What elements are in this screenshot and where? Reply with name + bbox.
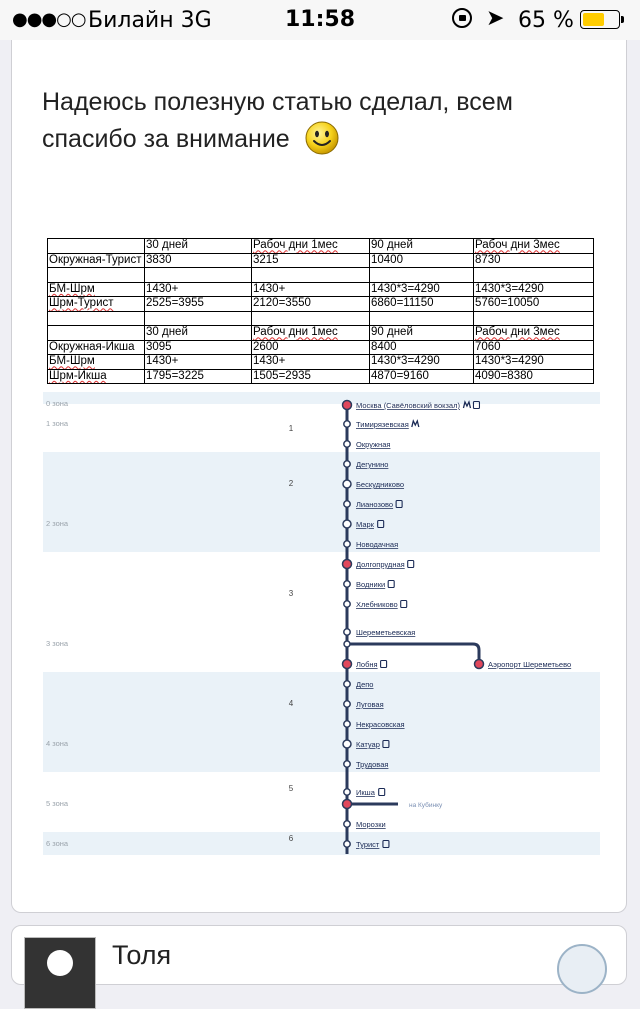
zone-number: 5 bbox=[288, 784, 294, 793]
cell-text: Рабоч дни 1мес bbox=[253, 326, 338, 339]
table-cell bbox=[48, 297, 145, 312]
cell-text: 30 дней bbox=[146, 326, 188, 339]
table-cell bbox=[474, 326, 594, 341]
station-label[interactable]: Лобня bbox=[356, 660, 378, 669]
zone-label: 6 зона bbox=[46, 839, 69, 848]
station-label[interactable]: Марк bbox=[356, 520, 374, 529]
status-bar bbox=[0, 0, 640, 40]
table-cell bbox=[370, 239, 474, 254]
table-cell bbox=[370, 326, 474, 341]
cell-text: 1430+ bbox=[146, 355, 179, 368]
icsha-junction-marker bbox=[343, 800, 352, 809]
station-marker bbox=[344, 441, 350, 447]
cell-text: Шрм-Икша bbox=[49, 369, 107, 382]
station-label[interactable]: Икша bbox=[356, 788, 375, 797]
table-cell bbox=[474, 311, 594, 326]
cell-text: 3095 bbox=[146, 340, 172, 353]
table-cell bbox=[145, 297, 252, 312]
table-cell bbox=[48, 268, 145, 283]
metro-icon bbox=[412, 421, 419, 427]
station-marker bbox=[343, 401, 352, 410]
station-marker bbox=[344, 581, 350, 587]
cell-text: 5760=10050 bbox=[475, 297, 540, 310]
cell-text: 90 дней bbox=[371, 239, 413, 252]
cell-text: 2525=3955 bbox=[146, 297, 204, 310]
table-cell bbox=[252, 253, 370, 268]
bus-icon bbox=[381, 661, 387, 668]
table-cell bbox=[252, 311, 370, 326]
zone-label: 5 зона bbox=[46, 799, 69, 808]
table-cell bbox=[145, 326, 252, 341]
table-cell bbox=[474, 355, 594, 370]
table-cell bbox=[474, 340, 594, 355]
cell-text: 2120=3550 bbox=[253, 297, 311, 310]
station-marker bbox=[344, 421, 350, 427]
station-label[interactable]: Лианозово bbox=[356, 500, 394, 509]
table-cell bbox=[145, 340, 252, 355]
price-table bbox=[47, 238, 594, 384]
cell-text: 1430*3=4290 bbox=[371, 282, 440, 295]
station-label[interactable]: Окружная bbox=[356, 440, 391, 449]
table-cell bbox=[474, 253, 594, 268]
table-cell bbox=[370, 253, 474, 268]
zone-number: 3 bbox=[288, 589, 294, 598]
kubinka-branch-label: на Кубинку bbox=[409, 802, 443, 809]
table-cell bbox=[474, 239, 594, 254]
station-label[interactable]: Бескудниково bbox=[356, 480, 405, 489]
station-label[interactable]: Дегунино bbox=[356, 460, 389, 469]
cell-text: 1505=2935 bbox=[253, 369, 311, 382]
table-cell bbox=[48, 282, 145, 297]
table-cell bbox=[370, 369, 474, 384]
cell-text: Рабоч дни 1мес bbox=[253, 239, 338, 252]
cell-text: Шрм-Турист bbox=[49, 297, 114, 310]
station-marker bbox=[344, 541, 350, 547]
table-cell bbox=[145, 311, 252, 326]
clock: 11:58 bbox=[284, 7, 356, 32]
author-name[interactable]: Толя bbox=[112, 940, 172, 970]
table-cell bbox=[252, 369, 370, 384]
zone-band bbox=[43, 452, 600, 552]
cell-text: 30 дней bbox=[146, 239, 188, 252]
station-marker bbox=[344, 601, 350, 607]
station-label[interactable]: Москва (Савёловский вокзал) bbox=[356, 401, 460, 410]
station-marker bbox=[343, 520, 351, 528]
post-text-content: Надеюсь полезную статью сделал, всем спасибо за внимание bbox=[42, 88, 513, 153]
table-cell bbox=[370, 340, 474, 355]
signal-strength-icon: ●●●○○ bbox=[12, 9, 86, 30]
station-marker bbox=[344, 461, 350, 467]
cell-text: 3830 bbox=[146, 253, 172, 266]
zone-number: 1 bbox=[288, 424, 294, 433]
table-cell bbox=[252, 268, 370, 283]
battery-percentage: 65 % bbox=[518, 8, 574, 33]
station-label[interactable]: Хлебниково bbox=[356, 600, 398, 609]
cell-text: 1430+ bbox=[253, 355, 286, 368]
station-label[interactable]: Тимирязевская bbox=[356, 420, 409, 429]
post-card bbox=[11, 40, 627, 913]
cell-text: 7060 bbox=[475, 340, 501, 353]
zone-band bbox=[43, 672, 600, 772]
table-cell bbox=[474, 297, 594, 312]
station-label[interactable]: Трудовая bbox=[356, 760, 389, 769]
station-marker bbox=[343, 560, 352, 569]
station-marker bbox=[344, 701, 350, 707]
bus-icon bbox=[401, 601, 407, 608]
station-label[interactable]: Долгопрудная bbox=[356, 560, 405, 569]
post-text bbox=[42, 84, 582, 158]
cell-text: Окружная-Турист bbox=[49, 253, 142, 266]
zone-label: 2 зона bbox=[46, 519, 69, 528]
table-row bbox=[48, 253, 594, 268]
table-cell bbox=[370, 355, 474, 370]
cell-text: 4090=8380 bbox=[475, 369, 533, 382]
table-cell bbox=[370, 282, 474, 297]
airport-station-label: Аэропорт Шереметьево bbox=[488, 660, 572, 669]
station-label[interactable]: Новодачная bbox=[356, 540, 399, 549]
zone-band bbox=[43, 392, 600, 404]
station-marker bbox=[344, 821, 350, 827]
table-cell bbox=[252, 326, 370, 341]
table-cell bbox=[252, 282, 370, 297]
table-cell bbox=[145, 369, 252, 384]
avatar[interactable] bbox=[24, 937, 96, 1009]
table-cell bbox=[252, 355, 370, 370]
cell-text: 1430*3=4290 bbox=[371, 355, 440, 368]
table-cell bbox=[370, 311, 474, 326]
station-label[interactable]: Депо bbox=[356, 680, 374, 689]
table-row bbox=[48, 326, 594, 341]
station-label[interactable]: Шереметьевская bbox=[356, 628, 416, 637]
station-label[interactable]: Катуар bbox=[356, 740, 380, 749]
station-label[interactable]: Некрасовская bbox=[356, 720, 405, 729]
cell-text: БМ-Шрм bbox=[49, 282, 95, 295]
table-cell bbox=[474, 282, 594, 297]
bus-icon bbox=[388, 581, 394, 588]
table-row bbox=[48, 369, 594, 384]
station-marker bbox=[344, 761, 350, 767]
cell-text: 2600 bbox=[253, 340, 279, 353]
cell-text: 8730 bbox=[475, 253, 501, 266]
zone-number: 6 bbox=[288, 834, 294, 843]
station-marker bbox=[344, 721, 350, 727]
table-cell bbox=[370, 297, 474, 312]
station-label[interactable]: Луговая bbox=[356, 700, 384, 709]
table-cell bbox=[252, 297, 370, 312]
cell-text: 1795=3225 bbox=[146, 369, 204, 382]
station-marker bbox=[343, 740, 351, 748]
cell-text: Окружная-Икша bbox=[49, 340, 135, 353]
cell-text: 6860=11150 bbox=[371, 297, 434, 310]
bus-icon bbox=[408, 561, 414, 568]
station-label[interactable]: Турист bbox=[356, 840, 380, 849]
smiley-face-icon bbox=[305, 121, 339, 155]
station-marker bbox=[343, 660, 352, 669]
location-arrow-icon: ➤ bbox=[486, 6, 505, 31]
cell-text: 3215 bbox=[253, 253, 279, 266]
table-cell bbox=[145, 268, 252, 283]
station-marker bbox=[344, 841, 350, 847]
table-cell bbox=[474, 268, 594, 283]
table-row bbox=[48, 355, 594, 370]
carrier-label: Билайн 3G bbox=[88, 8, 212, 33]
zone-label: 1 зона bbox=[46, 419, 69, 428]
table-cell bbox=[252, 340, 370, 355]
station-marker bbox=[343, 480, 351, 488]
table-row bbox=[48, 311, 594, 326]
cell-text: 10400 bbox=[371, 253, 403, 266]
zone-label: 3 зона bbox=[46, 639, 69, 648]
cell-text: 90 дней bbox=[371, 326, 413, 339]
cell-text: 1430+ bbox=[253, 282, 286, 295]
station-marker bbox=[344, 789, 350, 795]
route-map bbox=[43, 392, 600, 855]
table-row bbox=[48, 340, 594, 355]
table-row bbox=[48, 268, 594, 283]
table-cell bbox=[252, 239, 370, 254]
cell-text: 1430*3=4290 bbox=[475, 282, 544, 295]
junction-marker bbox=[344, 641, 350, 647]
table-cell bbox=[145, 282, 252, 297]
cell-text: 1430+ bbox=[146, 282, 179, 295]
table-cell bbox=[48, 369, 145, 384]
table-row bbox=[48, 297, 594, 312]
table-row bbox=[48, 239, 594, 254]
battery-tip bbox=[621, 16, 624, 23]
table-row bbox=[48, 282, 594, 297]
station-label[interactable]: Водники bbox=[356, 580, 386, 589]
cell-text: Рабоч дни 3мес bbox=[475, 326, 560, 339]
cell-text: 4870=9160 bbox=[371, 369, 429, 382]
table-cell bbox=[474, 369, 594, 384]
table-cell bbox=[145, 239, 252, 254]
station-marker bbox=[344, 681, 350, 687]
cell-text: 8400 bbox=[371, 340, 397, 353]
station-marker bbox=[344, 501, 350, 507]
table-cell bbox=[48, 355, 145, 370]
table-cell bbox=[48, 311, 145, 326]
zone-band bbox=[43, 832, 600, 855]
zone-number: 2 bbox=[288, 479, 294, 488]
table-cell bbox=[48, 239, 145, 254]
cell-text: БМ-Шрм bbox=[49, 355, 95, 368]
table-cell bbox=[48, 340, 145, 355]
station-label[interactable]: Морозки bbox=[356, 820, 386, 829]
table-cell bbox=[370, 268, 474, 283]
comment-bubble-icon[interactable] bbox=[557, 944, 607, 994]
battery-icon bbox=[580, 10, 620, 29]
table-cell bbox=[48, 253, 145, 268]
zone-number: 4 bbox=[288, 699, 294, 708]
table-cell bbox=[48, 326, 145, 341]
table-cell bbox=[145, 355, 252, 370]
next-post-card[interactable] bbox=[11, 925, 627, 985]
table-cell bbox=[145, 253, 252, 268]
zone-label: 0 зона bbox=[46, 399, 69, 408]
rotation-lock-icon bbox=[452, 8, 472, 28]
cell-text: Рабоч дни 3мес bbox=[475, 239, 560, 252]
bus-icon bbox=[379, 789, 385, 796]
zone-label: 4 зона bbox=[46, 739, 69, 748]
airport-station-marker bbox=[475, 660, 484, 669]
station-marker bbox=[344, 629, 350, 635]
cell-text: 1430*3=4290 bbox=[475, 355, 544, 368]
